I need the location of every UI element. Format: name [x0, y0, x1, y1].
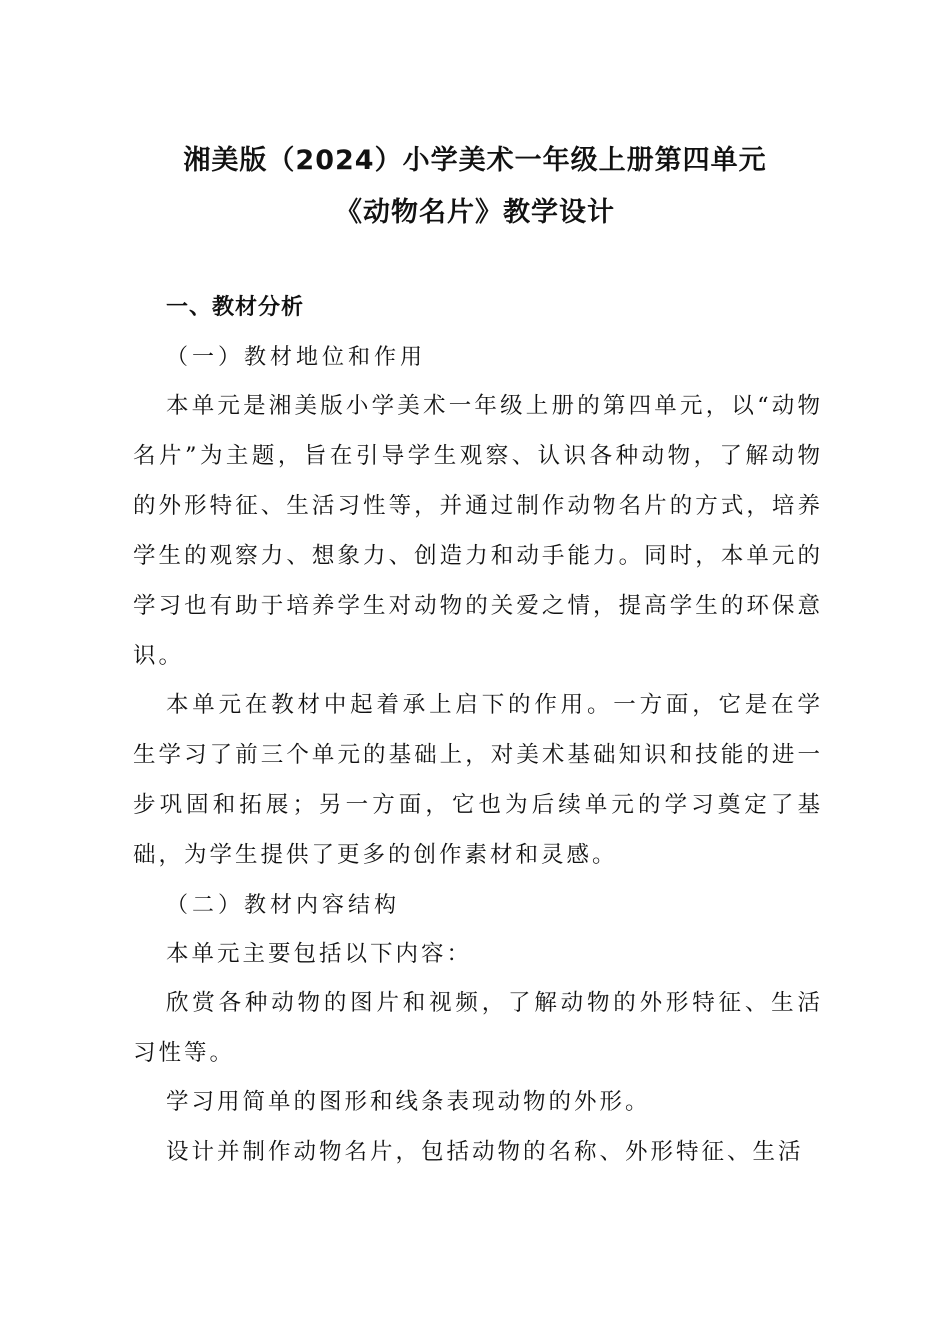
subsection-heading-content-structure: （二）教材内容结构	[166, 893, 401, 918]
paragraph-content-intro: 本单元主要包括以下内容：	[166, 941, 473, 967]
paragraph-content-item-draw: 学习用简单的图形和线条表现动物的外形。	[166, 1089, 651, 1115]
paragraph-content-item-appreciate: 欣赏各种动物的图片和视频，了解动物的外形特征、生活习性等。	[133, 990, 823, 1066]
document-title-line2: 《动物名片》教学设计	[335, 197, 615, 228]
paragraph-content-item-design: 设计并制作动物名片，包括动物的名称、外形特征、生活	[166, 1139, 804, 1165]
paragraph-unit-overview: 本单元是湘美版小学美术一年级上册的第四单元，以“动物名片”为主题，旨在引导学生观察、认识各种动物，了解动物的外形特征、生活习性等，并通过制作动物名片的方式，培养学生的观察力、想象力、创造力和动手能力。同时，本单元的学习也有助于培养学生对动物的关爱之情，提高学生的环保意识。	[133, 393, 823, 669]
paragraph-unit-role: 本单元在教材中起着承上启下的作用。一方面，它是在学生学习了前三个单元的基础上，对美术基础知识和技能的进一步巩固和拓展；另一方面，它也为后续单元的学习奠定了基础，为学生提供了更多的创作素材和灵感。	[133, 692, 823, 868]
subsection-heading-status-and-role: （一）教材地位和作用	[166, 345, 427, 370]
section-heading-textbook-analysis: 一、教材分析	[166, 295, 305, 320]
document-title-line1: 湘美版（2024）小学美术一年级上册第四单元	[183, 145, 767, 176]
